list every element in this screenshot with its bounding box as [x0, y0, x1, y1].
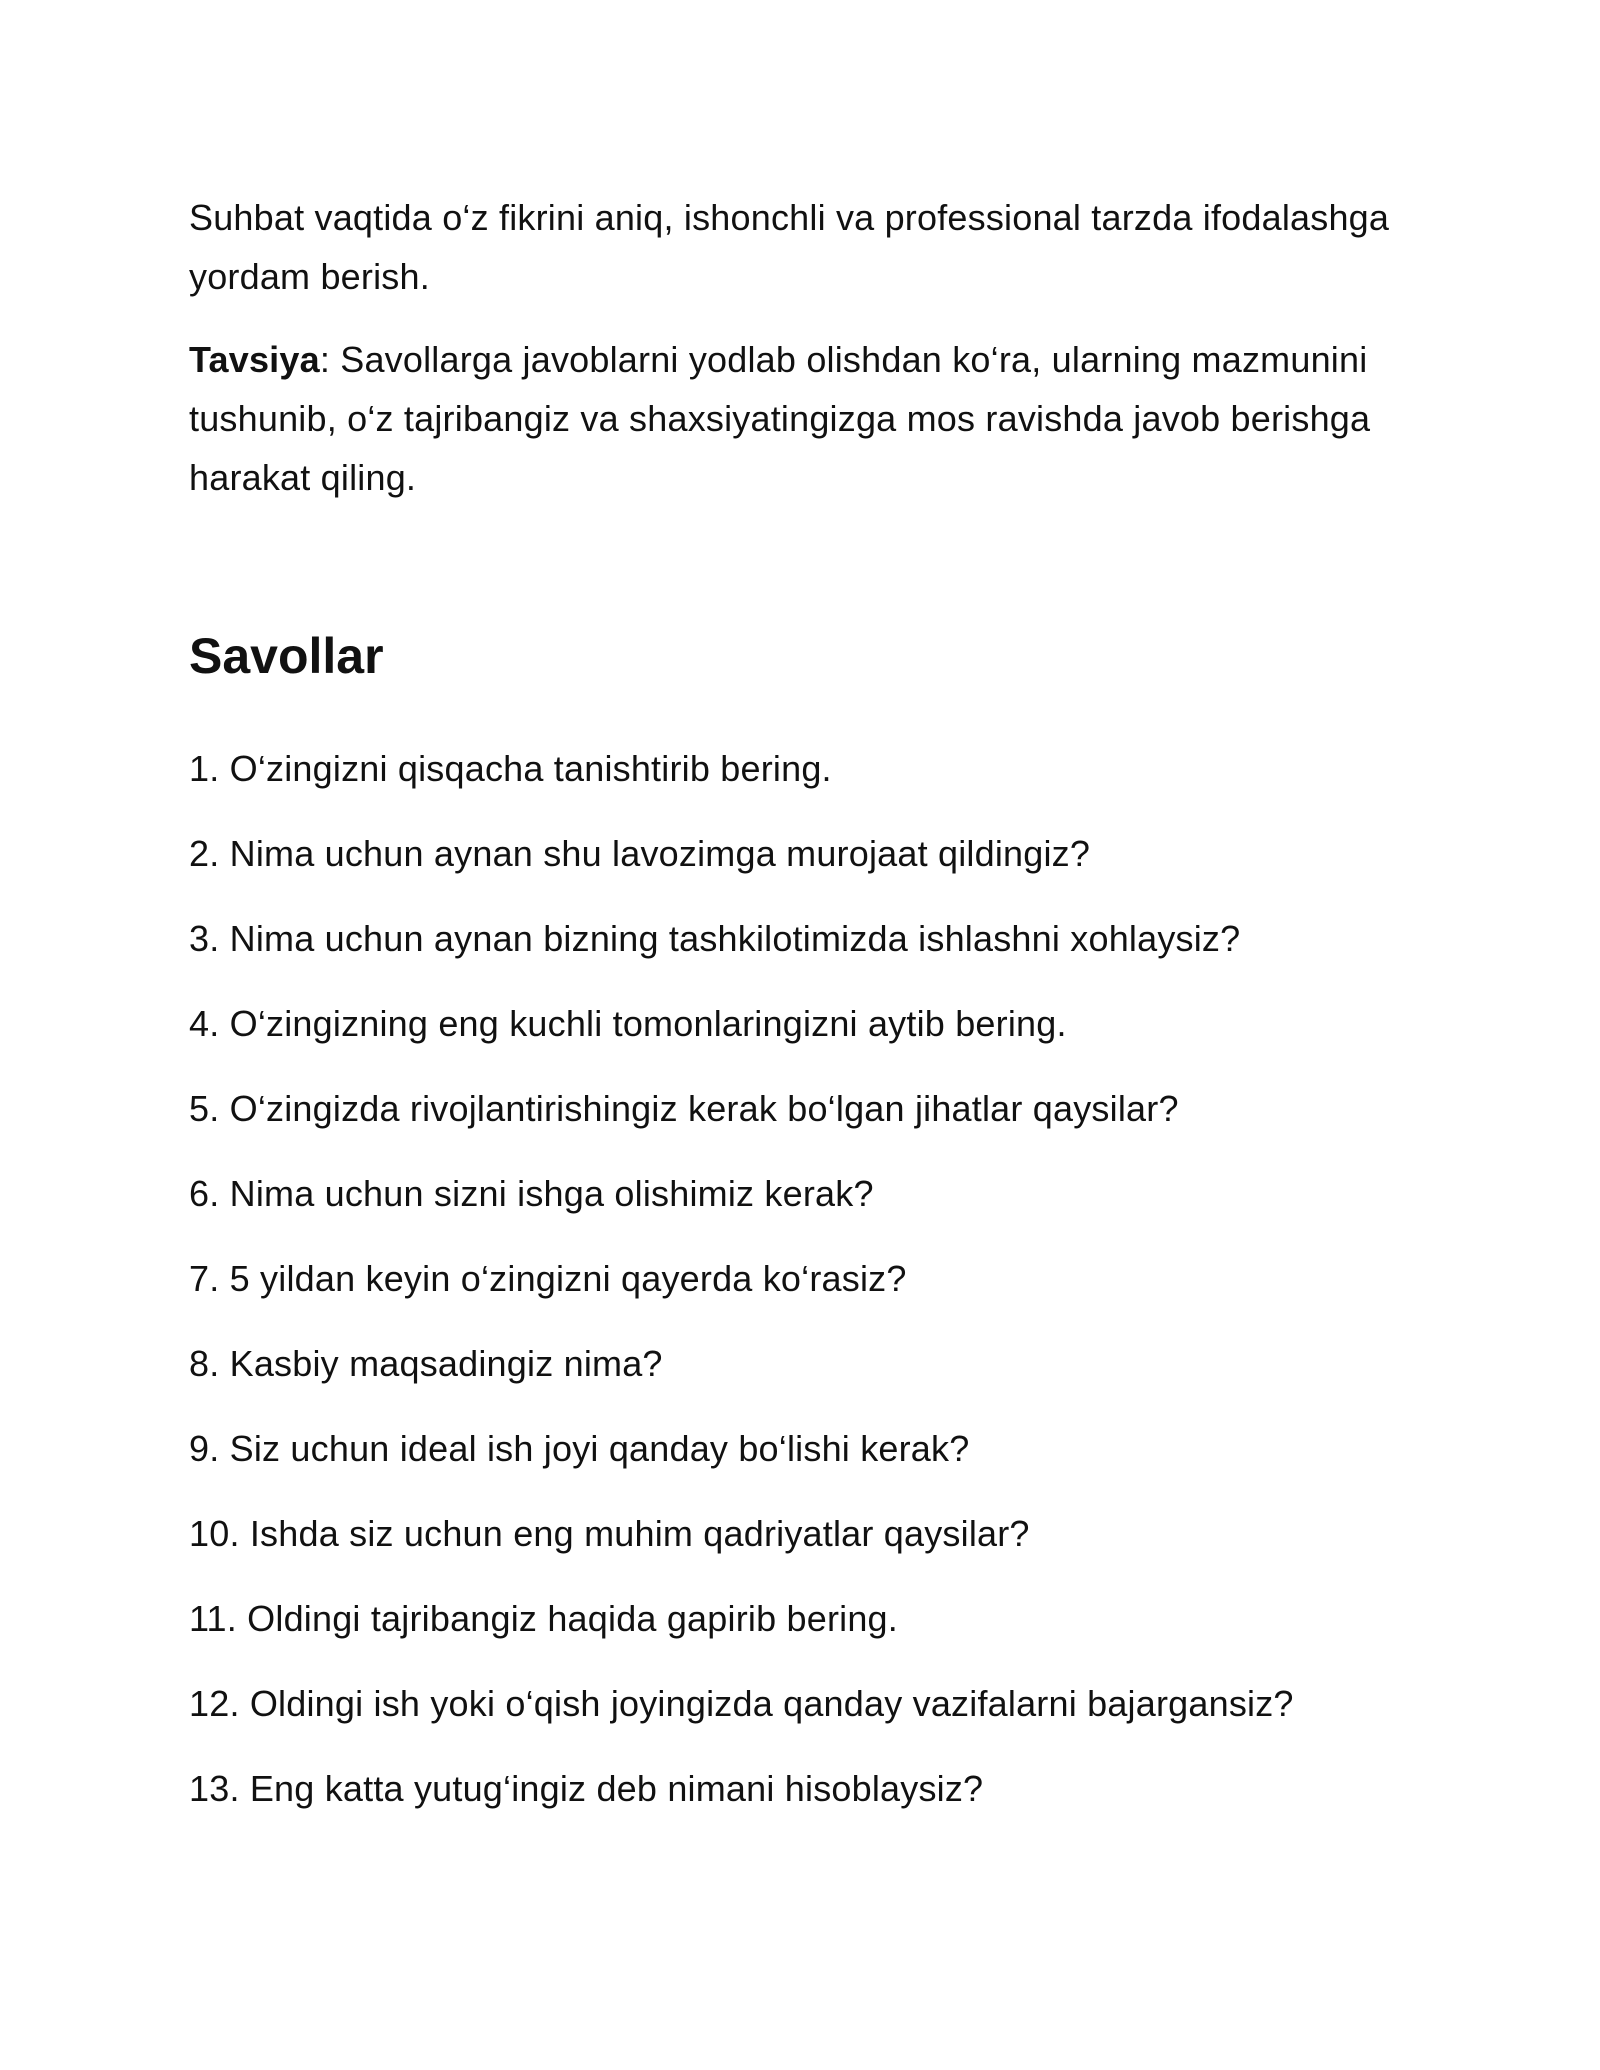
- question-item: 9. Siz uchun ideal ish joyi qanday bo‘lishi kerak?: [189, 1428, 970, 1469]
- question-item: 2. Nima uchun aynan shu lavozimga murojaat qildingiz?: [189, 833, 1091, 874]
- advice-label: Tavsiya: [189, 339, 320, 380]
- section-heading: Savollar: [189, 628, 384, 684]
- question-item: 12. Oldingi ish yoki o‘qish joyingizda qanday vazifalarni bajargansiz?: [189, 1683, 1294, 1724]
- question-item: 8. Kasbiy maqsadingiz nima?: [189, 1343, 663, 1384]
- question-item: 6. Nima uchun sizni ishga olishimiz kerak?: [189, 1173, 874, 1214]
- advice-paragraph: [189, 330, 1419, 507]
- question-item: 1. O‘zingizni qisqacha tanishtirib bering.: [189, 748, 832, 789]
- question-item: 3. Nima uchun aynan bizning tashkilotimizda ishlashni xohlaysiz?: [189, 918, 1241, 959]
- question-item: 11. Oldingi tajribangiz haqida gapirib bering.: [189, 1598, 898, 1639]
- purpose-paragraph: Suhbat vaqtida o‘z fikrini aniq, ishonchli va professional tarzda ifodalashga yordam berish.: [189, 197, 1390, 297]
- questions-list: [189, 726, 1294, 1831]
- question-item: 7. 5 yildan keyin o‘zingizni qayerda ko‘rasiz?: [189, 1258, 907, 1299]
- document-body: [189, 188, 1419, 1809]
- question-item: 10. Ishda siz uchun eng muhim qadriyatlar qaysilar?: [189, 1513, 1030, 1554]
- question-item: 4. O‘zingizning eng kuchli tomonlaringizni aytib bering.: [189, 1003, 1067, 1044]
- question-item: 13. Eng katta yutug‘ingiz deb nimani hisoblaysiz?: [189, 1768, 984, 1809]
- advice-text: : Savollarga javoblarni yodlab olishdan ko‘ra, ularning mazmunini tushunib, o‘z tajribangiz va shaxsiyatingizga mos ravishda javob berishga harakat qiling.: [189, 339, 1371, 498]
- question-item: 5. O‘zingizda rivojlantirishingiz kerak bo‘lgan jihatlar qaysilar?: [189, 1088, 1179, 1129]
